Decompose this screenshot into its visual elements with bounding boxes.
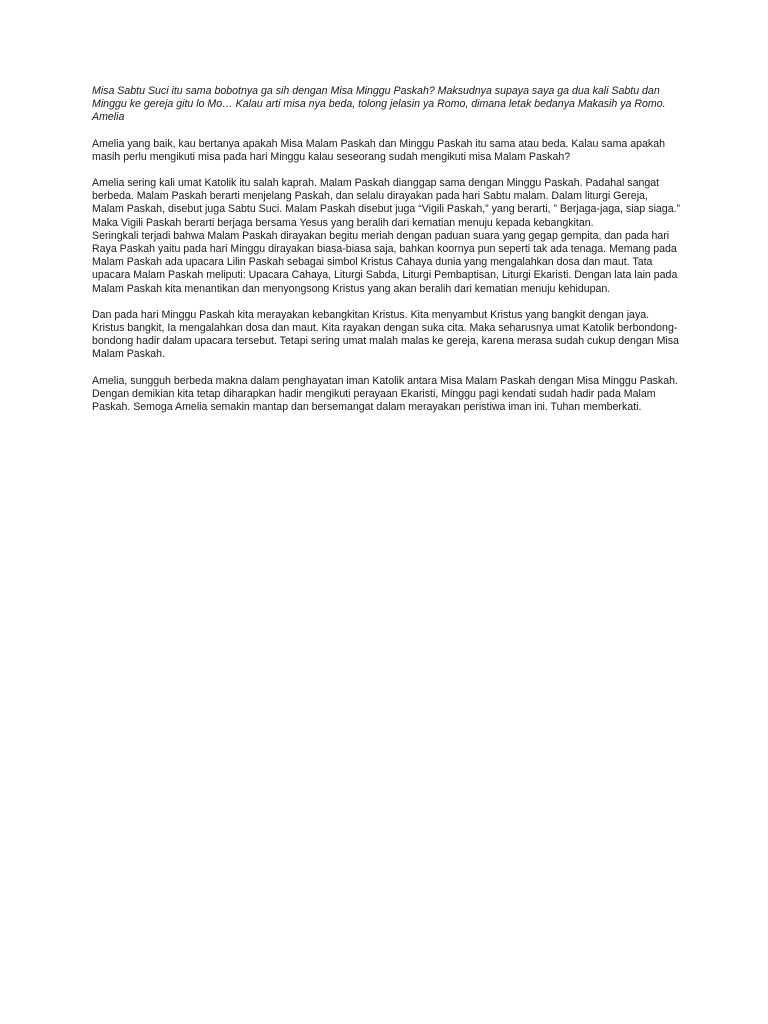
closing-paragraph: Amelia, sungguh berbeda makna dalam penghayatan iman Katolik antara Misa Malam Paskah dengan Misa Minggu Paskah. Dengan demikian kita tetap diharapkan hadir mengikuti perayaan Ekaristi, Minggu pagi kendati sudah hadir pada Malam Paskah. Semoga Amelia semakin mantap dan bersemangat dalam merayakan peristiwa iman ini. Tuhan memberkati.	[92, 374, 678, 414]
celebration-paragraph: Seringkali terjadi bahwa Malam Paskah dirayakan begitu meriah dengan paduan suara yang gegap gempita, dan pada hari Raya Paskah yaitu pada hari Minggu dirayakan biasa-biasa saja, bahkan koornya pun seperti tak ada tenaga. Memang pada Malam Paskah ada upacara Lilin Paskah sebagai simbol Kristus Cahaya dunia yang mengalahkan dosa dan maut. Tata upacara Malam Paskah meliputi: Upacara Cahaya, Liturgi Sabda, Liturgi Pembaptisan, Liturgi Ekaristi. Dengan lata lain pada Malam Paskah kita menantikan dan menyongsong Kristus yang akan beralih dari kematian menuju kehidupan.	[92, 229, 678, 295]
malam-paskah-paragraph: Amelia sering kali umat Katolik itu salah kaprah. Malam Paskah dianggap sama dengan Minggu Paskah. Padahal sangat berbeda. Malam Paskah berarti menjelang Paskah, dan selalu dirayakan pada hari Sabtu malam. Dalam liturgi Gereja, Malam Paskah, disebut juga Sabtu Suci. Malam Paskah disebut juga “Vigili Paskah,” yang berarti, ” Berjaga-jaga, siap siaga.” Maka Vigili Paskah berarti berjaga bersama Yesus yang beralih dari kematian menuju kepada kebangkitan.	[92, 177, 681, 229]
reader-question: Misa Sabtu Suci itu sama bobotnya ga sih dengan Misa Minggu Paskah? Maksudnya supaya saya ga dua kali Sabtu dan Minggu ke gereja gitu lo Mo… Kalau arti misa nya beda, tolong jelasin ya Romo, dimana letak bedanya Makasih ya Romo. Amelia	[92, 85, 666, 124]
answer-intro-paragraph: Amelia yang baik, kau bertanya apakah Misa Malam Paskah dan Minggu Paskah itu sama atau beda. Kalau sama apakah masih perlu mengikuti misa pada hari Minggu kalau seseorang sudah mengikuti misa Malam Paskah?	[92, 137, 665, 163]
document-page	[92, 85, 682, 427]
minggu-paskah-paragraph: Dan pada hari Minggu Paskah kita merayakan kebangkitan Kristus. Kita menyambut Kristus yang bangkit dengan jaya. Kristus bangkit, Ia mengalahkan dosa dan maut. Kita rayakan dengan suka cita. Maka seharusnya umat Katolik berbondong-bondong hadir dalam upacara tersebut. Tetapi sering umat malah malas ke gereja, karena merasa sudah cukup dengan Misa Malam Paskah.	[92, 308, 679, 361]
